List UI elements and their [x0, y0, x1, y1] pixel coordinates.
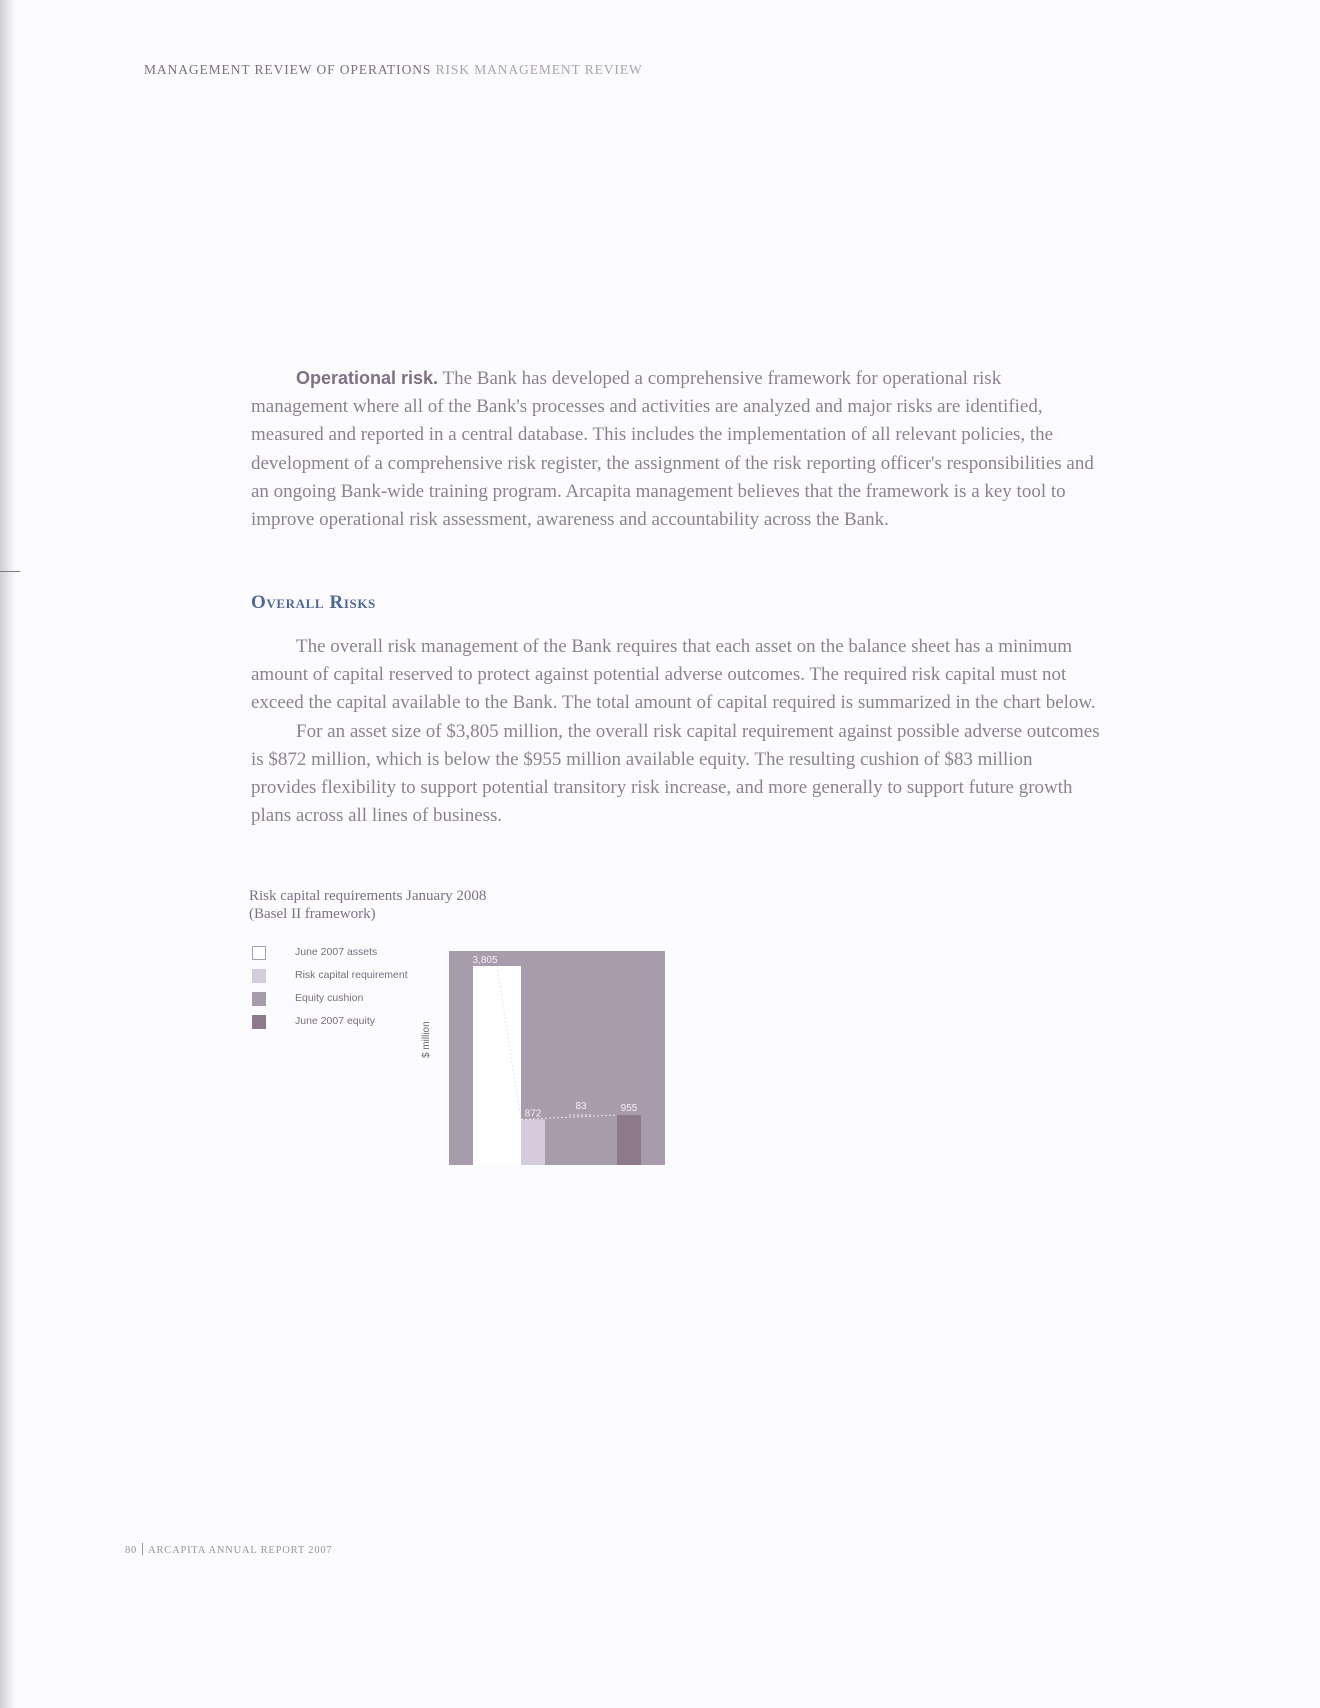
- data-label-risk-capital: 872: [524, 1108, 542, 1120]
- page-binding-edge: [0, 0, 16, 1708]
- legend-label: Equity cushion: [295, 992, 364, 1004]
- chart-y-axis-label: $ million: [421, 1021, 432, 1058]
- operational-risk-block: [251, 364, 1101, 534]
- publication-title: ARCAPITA ANNUAL REPORT 2007: [148, 1545, 333, 1556]
- legend-swatch-risk-capital: [252, 969, 266, 983]
- overall-risks-heading: Overall Risks: [251, 592, 376, 613]
- data-label-assets: 3,805: [472, 955, 498, 966]
- operational-risk-paragraph: [251, 364, 1101, 534]
- page-footer: [125, 1543, 332, 1556]
- header-section: MANAGEMENT REVIEW OF OPERATIONS: [144, 62, 432, 77]
- risk-capital-chart: [449, 951, 665, 1165]
- operational-risk-lead: Operational risk.: [296, 368, 439, 388]
- running-header: [144, 62, 643, 78]
- chart-subtitle: (Basel II framework): [249, 906, 376, 922]
- legend-label: June 2007 equity: [295, 1015, 375, 1027]
- bar-risk-capital-requirement: [521, 1119, 545, 1165]
- header-subsection: RISK MANAGEMENT REVIEW: [435, 62, 643, 77]
- bar-june-2007-equity: [617, 1115, 641, 1165]
- legend-swatch-equity: [252, 1015, 266, 1029]
- legend-label: June 2007 assets: [295, 946, 378, 958]
- legend-label: Risk capital requirement: [295, 969, 408, 981]
- page-number: 80: [125, 1545, 138, 1556]
- footer-separator: [142, 1543, 143, 1555]
- legend-swatch-equity-cushion: [252, 992, 266, 1006]
- chart-title: Risk capital requirements January 2008: [249, 888, 487, 904]
- bar-june-2007-assets: [473, 966, 497, 1165]
- data-label-equity: 955: [620, 1103, 638, 1115]
- legend-swatch-assets: [252, 946, 266, 960]
- bar-gap-separator: [497, 966, 521, 1165]
- chart-title-block: [249, 887, 486, 923]
- operational-risk-text: The Bank has developed a comprehensive framework for operational risk management where all of the Bank's processes and activities are analyzed and major risks are identified, measured and reported in a central database. This includes the implementation of all relevant policies, the development of a comprehensive risk register, the assignment of the risk reporting officer's responsibilities and an ongoing Bank-wide training program. Arcapita management believes that the framework is a key tool to improve operational risk assessment, awareness and accountability across the Bank.: [251, 368, 1094, 531]
- overall-risks-block: [251, 633, 1101, 830]
- fold-mark: [0, 571, 20, 572]
- overall-risks-paragraph-2: For an asset size of $3,805 million, the overall risk capital requirement against possible adverse outcomes is $872 million, which is below the $955 million available equity. The resulting cushion of $83 million provides flexibility to support potential transitory risk increase, and more generally to support future growth plans across all lines of business.: [251, 720, 1100, 827]
- overall-risks-paragraph-1: The overall risk management of the Bank requires that each asset on the balance sheet has a minimum amount of capital reserved to protect against potential adverse outcomes. The required risk capital must not exceed the capital available to the Bank. The total amount of capital required is summarized in the chart below.: [251, 636, 1096, 714]
- data-label-equity-cushion: 83: [575, 1101, 587, 1113]
